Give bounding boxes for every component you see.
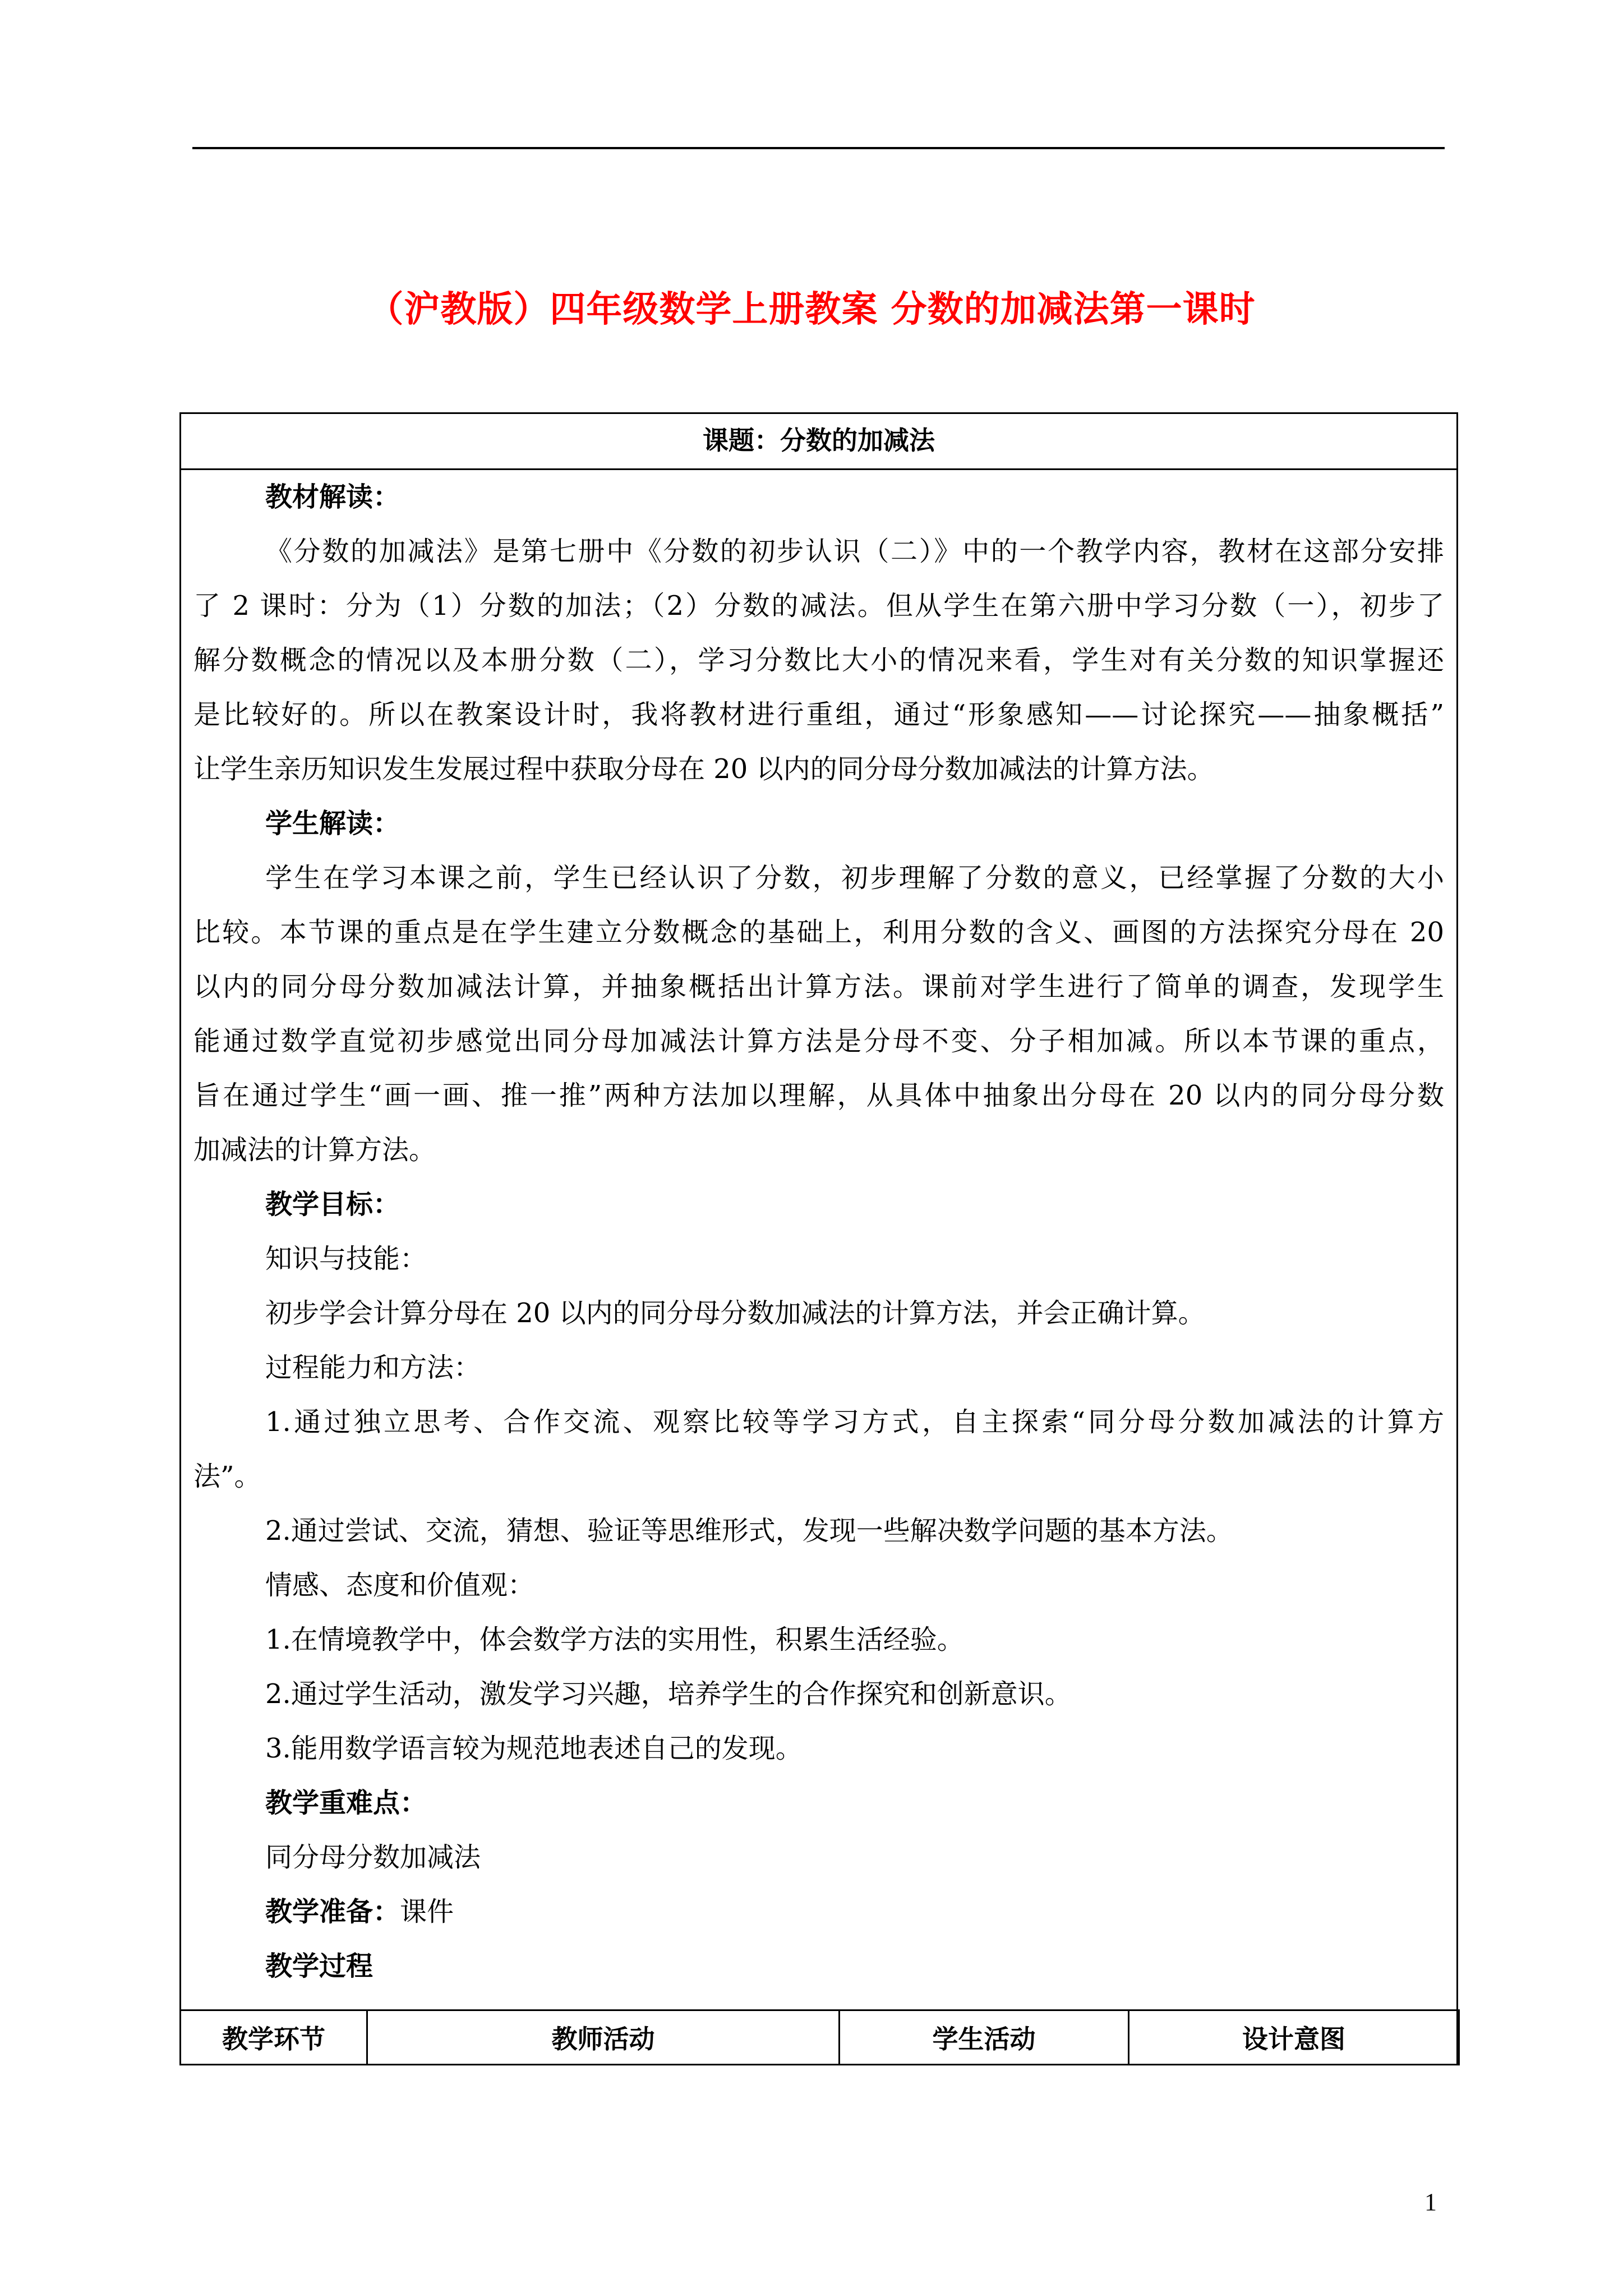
col-header-intent: 设计意图 [1129,2010,1459,2065]
prep-heading: 教学准备： [265,1896,400,1927]
lesson-body [181,470,1456,1994]
procedure-heading: 教学过程 [265,1950,374,1982]
student-line-3: 以内的同分母分数加减法计算，并抽象概括出计算方法。课前对学生进行了简单的调查，发现学生 [193,971,1444,1002]
col-header-stage: 教学环节 [181,2010,367,2065]
prep-line [193,1885,1444,1939]
emotion-heading: 情感、态度和价值观： [265,1570,535,1601]
goals-heading: 教学目标： [265,1189,400,1220]
textbook-line-2: 了 2 课时：分为（1）分数的加法；（2）分数的减法。但从学生在第六册中学习分数（一），初步了 [193,590,1444,622]
student-heading: 学生解读： [265,808,400,839]
process-heading: 过程能力和方法： [265,1352,481,1383]
student-line-5: 旨在通过学生“画一画、推一推”两种方法加以理解，从具体中抽象出分母在 20 以内的同分母分数 [193,1080,1444,1111]
knowledge-text: 初步学会计算分母在 20 以内的同分母分数加减法的计算方法，并会正确计算。 [265,1297,1205,1329]
process-item-1-line-2: 法”。 [193,1461,261,1492]
textbook-line-1: 《分数的加减法》是第七册中《分数的初步认识（二）》中的一个教学内容，教材在这部分安排 [265,536,1444,567]
student-line-2: 比较。本节课的重点是在学生建立分数概念的基础上，利用分数的含义、画图的方法探究分母在 20 [193,917,1444,948]
header-rule [192,147,1445,149]
student-line-1: 学生在学习本课之前，学生已经认识了分数，初步理解了分数的意义，已经掌握了分数的大小 [265,862,1444,894]
textbook-line-3: 解分数概念的情况以及本册分数（二），学习分数比大小的情况来看，学生对有关分数的知识掌握还 [193,645,1444,676]
emotion-item-3: 3.能用数学语言较为规范地表述自己的发现。 [265,1733,803,1764]
page-number: 1 [1424,2188,1437,2216]
table-header-row [181,2010,1459,2065]
key-heading: 教学重难点： [265,1787,427,1819]
col-header-student: 学生活动 [840,2010,1129,2065]
emotion-item-1: 1.在情境教学中，体会数学方法的实用性，积累生活经验。 [265,1624,964,1655]
key-text: 同分母分数加减法 [265,1842,481,1873]
topic-row: 课题：分数的加减法 [179,412,1458,470]
student-line-4: 能通过数学直觉初步感觉出同分母加减法计算方法是分母不变、分子相加减。所以本节课的重点， [193,1025,1444,1057]
knowledge-heading: 知识与技能： [265,1243,427,1274]
textbook-line-5: 让学生亲历知识发生发展过程中获取分母在 20 以内的同分母分数加减法的计算方法。 [193,753,1214,785]
process-item-2: 2.通过尝试、交流，猜想、验证等思维形式，发现一些解决数学问题的基本方法。 [265,1515,1233,1547]
student-line-6: 加减法的计算方法。 [193,1134,436,1166]
process-item-1-line-1: 1.通过独立思考、合作交流、观察比较等学习方式，自主探索“同分母分数加减法的计算方 [265,1406,1444,1438]
prep-text: 课件 [400,1896,454,1927]
col-header-teacher: 教师活动 [367,2010,840,2065]
process-table-header [179,2009,1460,2065]
document-title: （沪教版）四年级数学上册教案 分数的加减法第一课时 [367,288,1256,330]
textbook-line-4: 是比较好的。所以在教案设计时，我将教材进行重组，通过“形象感知——讨论探究——抽象概括” [193,699,1444,730]
emotion-item-2: 2.通过学生活动，激发学习兴趣，培养学生的合作探究和创新意识。 [265,1678,1072,1710]
textbook-heading: 教材解读： [265,481,400,513]
